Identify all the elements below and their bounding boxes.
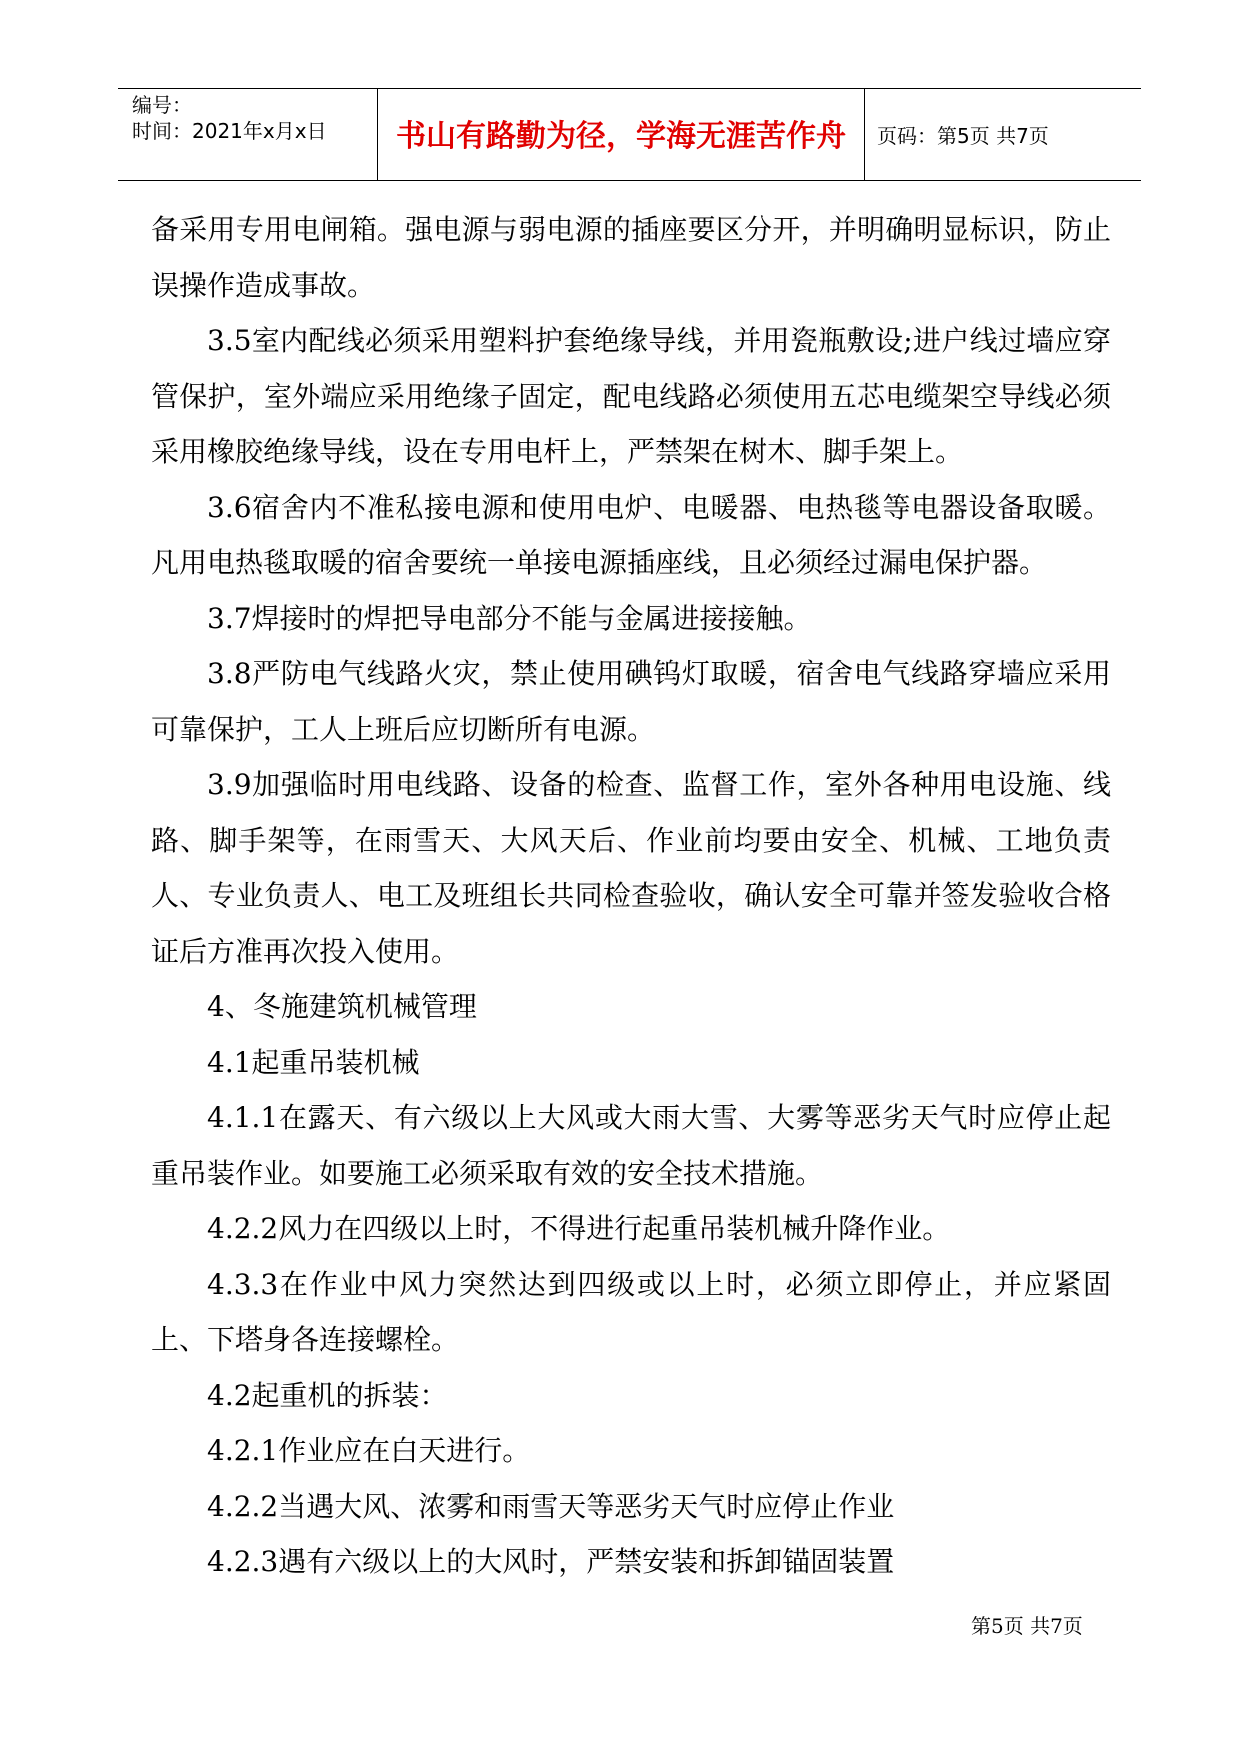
- document-body: [151, 202, 1111, 1590]
- header-motto-cell: [377, 89, 865, 180]
- body-paragraph: 4.2.2风力在四级以上时，不得进行起重吊装机械升降作业。: [207, 1212, 951, 1245]
- subsection-heading: 4.1起重吊装机械: [207, 1045, 420, 1079]
- document-time-label: 时间：2021年x月x日: [132, 119, 327, 143]
- body-paragraph: 4.2.1作业应在白天进行。: [207, 1434, 531, 1467]
- header-motto: 书山有路勤为径，学海无涯苦作舟: [396, 119, 846, 154]
- page-footer: 第5页 共7页: [971, 1614, 1083, 1638]
- header-page-code: 页码：第5页 共7页: [877, 124, 1049, 148]
- body-paragraph: 4.2.2当遇大风、浓雾和雨雪天等恶劣天气时应停止作业: [207, 1489, 895, 1523]
- header-info-cell: [118, 89, 377, 180]
- section-heading: 4、冬施建筑机械管理: [207, 990, 477, 1023]
- body-paragraph: 3.6宿舍内不准私接电源和使用电炉、电暖器、电热毯等电器设备取暖。凡用电热毯取暖的宿舍要统一单接电源插座线，且必须经过漏电保护器。: [151, 490, 1111, 579]
- body-paragraph: 备采用专用电闸箱。强电源与弱电源的插座要区分开，并明确明显标识，防止误操作造成事故。: [151, 213, 1111, 302]
- body-paragraph: 4.3.3在作业中风力突然达到四级或以上时，必须立即停止，并应紧固上、下塔身各连接螺栓。: [151, 1267, 1111, 1356]
- header-page-cell: [865, 89, 1141, 180]
- body-paragraph: 3.8严防电气线路火灾，禁止使用碘钨灯取暖，宿舍电气线路穿墙应采用可靠保护，工人上班后应切断所有电源。: [151, 657, 1111, 746]
- body-paragraph: 3.5室内配线必须采用塑料护套绝缘导线，并用瓷瓶敷设;进户线过墙应穿管保护，室外端应采用绝缘子固定，配电线路必须使用五芯电缆架空导线必须采用橡胶绝缘导线，设在专用电杆上，严禁架在树木、脚手架上。: [151, 324, 1111, 468]
- body-paragraph: 3.7焊接时的焊把导电部分不能与金属进接接触。: [207, 601, 812, 635]
- body-paragraph: 4.2.3遇有六级以上的大风时，严禁安装和拆卸锚固装置: [207, 1545, 895, 1578]
- body-paragraph: 3.9加强临时用电线路、设备的检查、监督工作，室外各种用电设施、线路、脚手架等，在雨雪天、大风天后、作业前均要由安全、机械、工地负责人、专业负责人、电工及班组长共同检查验收，确认安全可靠并签发验收合格证后方准再次投入使用。: [151, 768, 1111, 968]
- document-header: [118, 88, 1141, 181]
- subsection-heading: 4.2起重机的拆装：: [207, 1378, 448, 1412]
- body-paragraph: 4.1.1在露天、有六级以上大风或大雨大雪、大雾等恶劣天气时应停止起重吊装作业。如要施工必须采取有效的安全技术措施。: [151, 1101, 1111, 1190]
- document-number-label: 编号：: [132, 93, 192, 117]
